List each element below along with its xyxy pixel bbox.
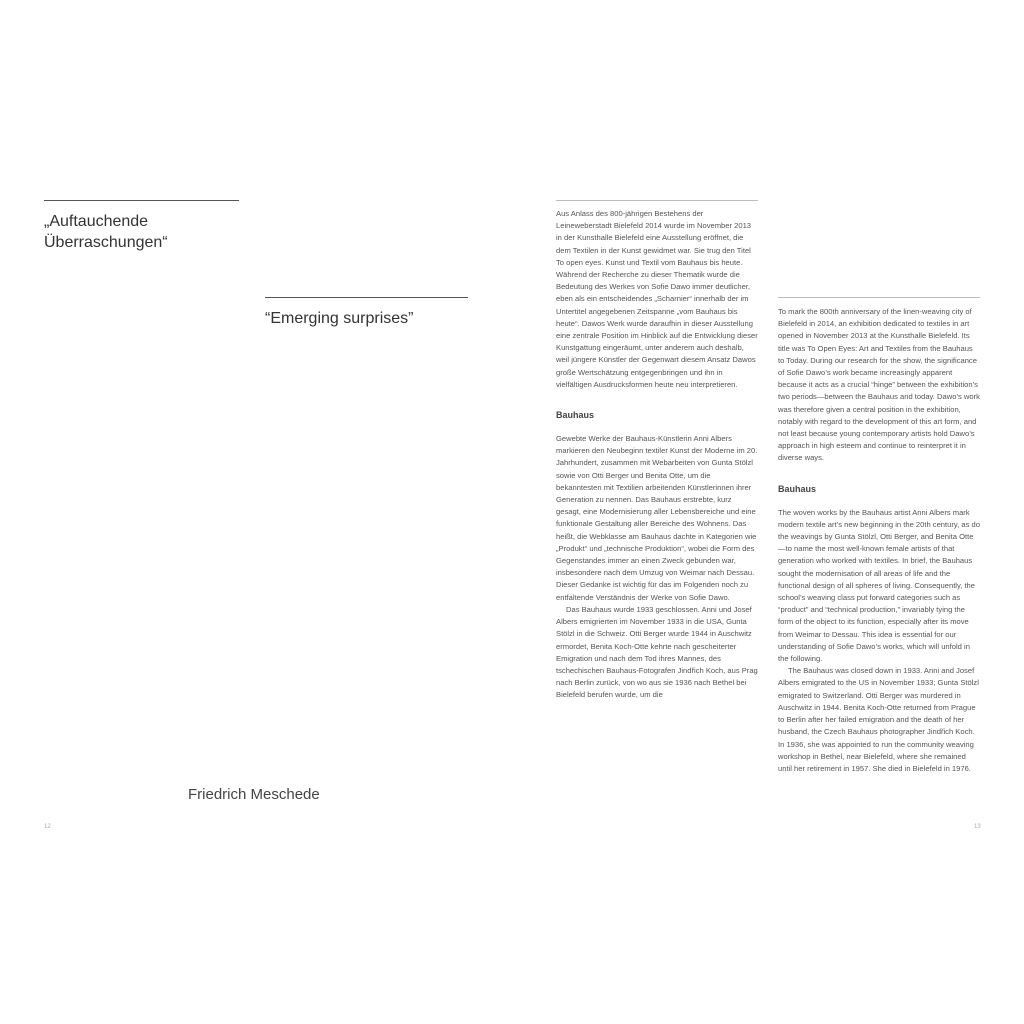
german-paragraph-2: Das Bauhaus wurde 1933 geschlossen. Anni und Josef Albers emigrierten im November 1933 in die USA, Gunta Stölzl in die Schweiz. Otti Berger wurde 1944 in Auschwitz ermordet, Benita Koch-Otte kehrte nach gescheiterter Emigration und nach dem Tod ihres Mannes, des tschechischen Bauhaus-Fotografen Jindřich Koch, aus Prag nach Berlin zurück, von wo aus sie 1936 nach Bethel bei Bielefeld berufen wurde, um die	[556, 604, 758, 700]
page-number-right: 13	[974, 824, 981, 830]
title-rule-en	[265, 297, 468, 298]
english-column	[778, 306, 980, 775]
page-number-left: 12	[44, 824, 51, 830]
title-english: “Emerging surprises”	[265, 310, 414, 327]
title-rule-de	[44, 200, 239, 201]
german-paragraph-1: Gewebte Werke der Bauhaus-Künstlerin Anni Albers markieren den Neubeginn textiler Kunst der Moderne im 20. Jahrhundert, zusammen mit Webarbeiten von Gunta Stölzl sowie von Otti Berger und Benita Otte, um die bekanntesten mit Textilien arbeitenden Künstlerinnen ihrer Generation zu nennen. Das Bauhaus erstrebte, kurz gesagt, eine Modernisierung aller Lebensbereiche und eine funktionale Gestaltung aller Bereiche des Wohnens. Das heißt, die Webklasse am Bauhaus dachte in Kategorien wie „Produkt“ und „technische Produktion“, wobei die Form des Gegenstandes immer an einen Zweck gebunden war, insbesondere nach dem Umzug von Weimar nach Dessau. Dieser Gedanke ist wichtig für das im Folgenden noch zu entfaltende Verständnis der Werke von Sofie Dawo.	[556, 434, 758, 602]
german-heading-bauhaus: Bauhaus	[556, 410, 595, 421]
column-rule-en	[778, 297, 980, 298]
author-name: Friedrich Meschede	[188, 786, 320, 803]
column-rule-de	[556, 200, 758, 201]
english-paragraph-2: The Bauhaus was closed down in 1933. Anni and Josef Albers emigrated to the US in November 1933; Gunta Stölzl emigrated to Switzerland. Otti Berger was murdered in Auschwitz in 1944. Benita Koch-Otte returned from Prague to Berlin after her failed emigration and the death of her husband, the Czech Bauhaus photographer Jindřich Koch. In 1936, she was appointed to run the community weaving workshop in Bethel, near Bielefeld, where she remained until her retirement in 1957. She died in Bielefeld in 1976.	[778, 666, 979, 773]
english-intro: To mark the 800th anniversary of the linen-weaving city of Bielefeld in 2014, an exhibition dedicated to textiles in art opened in November 2013 at the Kunsthalle Bielefeld. Its title was To Open Eyes: Art and Textiles from the Bauhaus to Today. During our research for the show, the significance of Sofie Dawo’s work became increasingly apparent because it acts as a crucial “hinge” between the exhibition’s two periods—between the Bauhaus and today. Dawo’s work was therefore given a central position in the exhibition, notably with regard to the development of this art form, and not least because young contemporary artists hold Dawo’s approach in high esteem and continue to reinterpret it in diverse ways.	[778, 307, 980, 463]
title-german: „Auftauchende Überraschungen“	[44, 213, 168, 251]
german-intro: Aus Anlass des 800-jährigen Bestehens der Leineweberstadt Bielefeld 2014 wurde im November 2013 in der Kunsthalle Bielefeld eine Ausstellung eröffnet, die dem Textilen in der Kunst gewidmet war. Sie trug den Titel To open eyes. Kunst und Textil vom Bauhaus bis heute. Während der Recherche zu dieser Thematik wurde die Bedeutung des Werkes von Sofie Dawo immer deutlicher, eben als ein entscheidendes „Scharnier“ innerhalb der im Untertitel angegebenen Zeitspanne „vom Bauhaus bis heute“. Dawos Werk wurde daraufhin in dieser Ausstellung eine zentrale Position im Hinblick auf die Entwicklung dieser Kunstgattung eingeräumt, unter anderem auch deshalb, weil jüngere Künstler der Gegenwart diesem Ansatz Dawos große Wertschätzung entgegenbringen und ihn in vielfältigen Ausdrucksformen heute neu interpretieren.	[556, 209, 758, 389]
english-paragraph-1: The woven works by the Bauhaus artist Anni Albers mark modern textile art’s new beginning in the 20th century, as do the weavings by Gunta Stölzl, Otti Berger, and Benita Otte—to name the most well-known female artists of that generation who worked with textiles. In brief, the Bauhaus sought the modernisation of all areas of life and the functional design of all spheres of living. Consequently, the school’s weaving class put forward categories such as “product” and “technical production,” invariably tying the form of the object to its function, especially after its move from Weimar to Dessau. This idea is essential for our understanding of Sofie Dawo’s works, which will unfold in the following.	[778, 507, 980, 664]
german-column	[556, 208, 758, 702]
english-heading-bauhaus: Bauhaus	[778, 483, 817, 494]
